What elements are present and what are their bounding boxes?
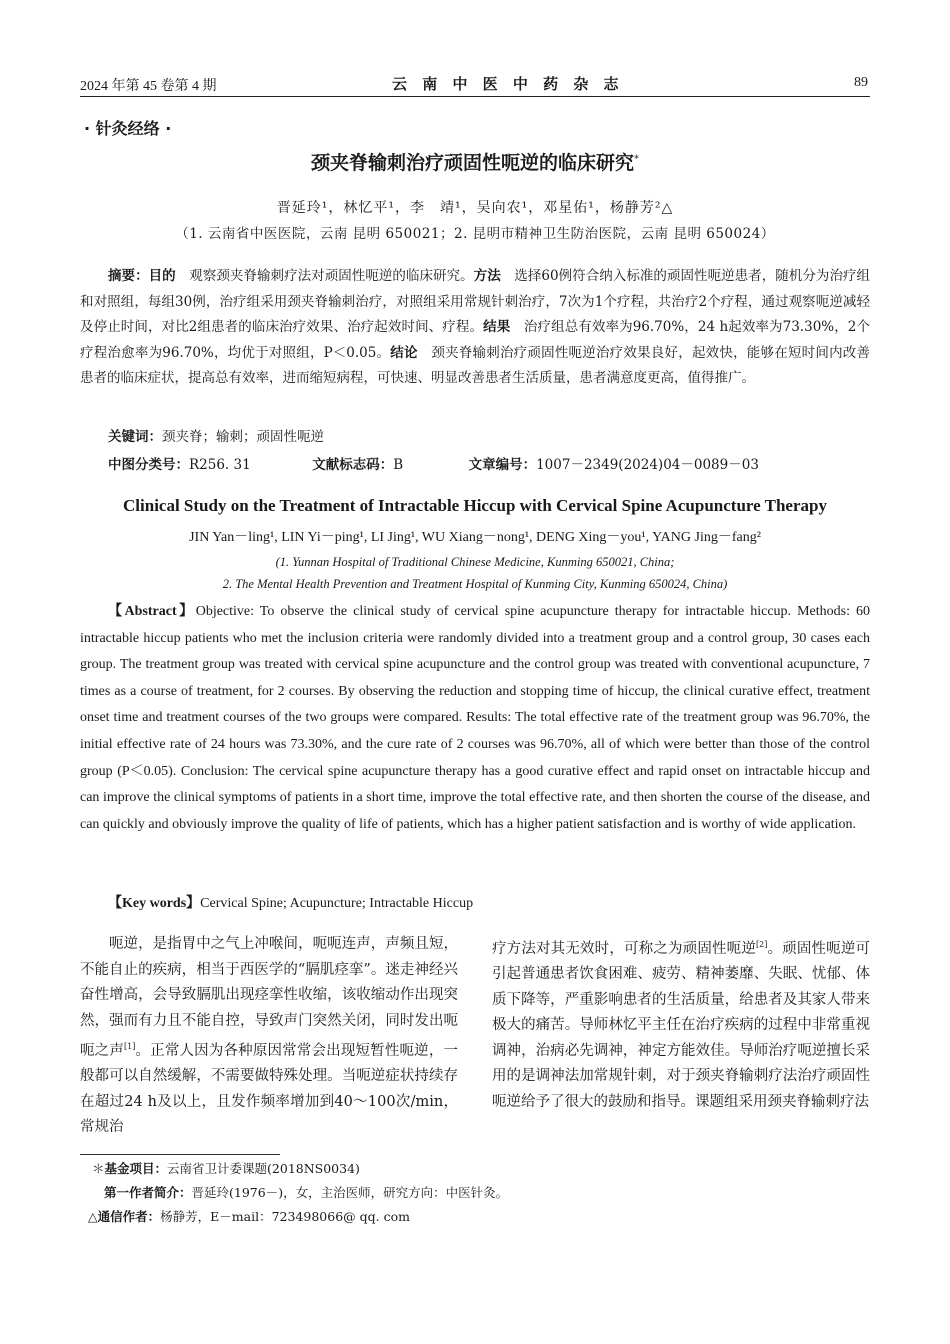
corr-label: 通信作者： — [97, 1209, 161, 1224]
conclusion-label: 结论 — [390, 344, 418, 361]
corr-marker: △ — [88, 1209, 98, 1224]
article-label: 文章编号： — [468, 457, 537, 473]
keywords-en-value: Cervical Spine; Acupuncture; Intractable Hiccup — [200, 896, 474, 911]
authors-cn: 晋延玲¹，林忆平¹，李 靖¹，吴向农¹，邓星佑¹，杨静芳²△ — [276, 200, 674, 216]
article-value: 1007－2349(2024)04－0089－03 — [536, 457, 759, 473]
conclusion-text: 颈夹脊输刺治疗顽固性呃逆治疗效果良好，起效快，能够在短时间内改善患者的临床症状，提高总有效率，进而缩短病程，可快速、明显改善患者生活质量，患者满意度更高，值得推广。 — [80, 344, 871, 386]
methods-text: 选择60例符合纳入标准的顽固性呃逆患者，随机分为治疗组和对照组，每组30例，治疗组采用颈夹脊输刺治疗，对照组采用常规针刺治疗，7次为1个疗程，共治疗2个疗程，通过观察呃逆减轻及停止时间，对比2组患者的临床治疗效果、治疗起效时间、疗程。 — [80, 268, 871, 335]
abstract-en-label: 【Abstract】 — [108, 604, 196, 619]
fund-marker: * — [634, 153, 639, 165]
paper-title-cn-text: 颈夹脊输刺治疗顽固性呃逆的临床研究 — [310, 152, 634, 174]
first-author-value: 晋延玲(1976－)，女，主治医师，研究方向：中医针灸。 — [191, 1185, 509, 1200]
abstract-label: 摘要： — [108, 268, 149, 284]
keywords-cn-label: 关键词： — [108, 429, 162, 445]
doc-label: 文献标志码： — [312, 457, 394, 473]
section-label: · 针灸经络 · — [84, 119, 172, 138]
footnote-fund — [92, 1160, 360, 1178]
body-right-text-cont: 。顽固性呃逆可引起普通患者饮食困难、疲劳、精神萎靡、失眠、忧郁、体质下降等，严重影响患者的生活质量，给患者及其家人带来极大的痛苦。导师林忆平主任在治疗疾病的过程中非常重视调神，治病必先调神，神定方能效佳。导师治疗呃逆擅长采用的是调神法加常规针刺，对于颈夹脊输刺疗法治疗顽固性呃逆给予了很大的鼓励和指导。课题组采用颈夹脊输刺疗法 — [492, 940, 871, 1110]
body-column-left — [80, 932, 458, 1141]
abstract-en-text: Objective: To observe the clinical study of cervical spine acupuncture therapy for intractable hiccup. Methods: 60 intractable hiccup patients who met the inclusion criteria were randomly divided into a treatment group and a control group, 30 cases each group. The treatment group was treated with cervical spine acupuncture and the control group was treated with conventional acupuncture, 7 times as a course of treatment, for 2 courses. By observing the reduction and stopping time of hiccup, the clinical curative effect, treatment onset time and treatment courses of the two groups were compared. Results: The total effective rate of the treatment group was 96.70%, the initial effective rate of 24 hours was 73.30%, and the cure rate of 2 courses was 96.70%, all of which were better than those of the control group (P＜0.05). Conclusion: The cervical spine acupuncture therapy has a good curative effect and rapid onset on intractable hiccup and can improve the clinical symptoms of patients in a short time, improve the total effective rate, and then shorten the course of the disease, and can quickly and obviously improve the quality of life of patients, which has a higher patient satisfaction and is worthy of wide application. — [80, 604, 870, 832]
citation-1: [1] — [124, 1042, 136, 1051]
affiliation-en-1: (1. Yunnan Hospital of Traditional Chinese Medicine, Kunming 650021, China; — [275, 555, 675, 569]
footnote-divider — [80, 1154, 280, 1155]
keywords-cn-value: 颈夹脊；输刺；顽固性呃逆 — [162, 429, 324, 445]
keywords-en-label: 【Key words】 — [108, 896, 201, 911]
footnote-corresponding — [88, 1208, 410, 1226]
fund-value: 云南省卫计委课题(2018NS0034) — [167, 1161, 360, 1176]
clc-number — [108, 453, 308, 473]
keywords-en — [108, 892, 473, 912]
authors-en: JIN Yan－ling¹, LIN Yi－ping¹, LI Jing¹, WU Xiang－nong¹, DENG Xing－you¹, YANG Jing－fang² — [189, 530, 761, 545]
objective-text: 观察颈夹脊输刺疗法对顽固性呃逆的临床研究。 — [175, 268, 474, 284]
article-number — [469, 453, 759, 473]
affiliation-en-2: 2. The Mental Health Prevention and Treatment Hospital of Kunming City, Kunming 650024, China) — [222, 577, 728, 591]
issue-info: 2024 年第 45 卷第 4 期 — [80, 79, 217, 94]
paper-title-en: Clinical Study on the Treatment of Intractable Hiccup with Cervical Spine Acupuncture Therapy — [123, 496, 827, 515]
clc-value: R256. 31 — [189, 457, 251, 473]
corr-value: 杨静芳，E－mail：723498066@ qq. com — [160, 1209, 410, 1224]
classification-row — [108, 453, 870, 473]
citation-2: [2] — [756, 940, 768, 949]
methods-label: 方法 — [473, 268, 501, 284]
abstract-cn — [80, 264, 870, 392]
body-right-text: 疗方法对其无效时，可称之为顽固性呃逆 — [492, 940, 756, 957]
keywords-cn — [108, 425, 324, 445]
affiliations-cn: （1. 云南省中医医院，云南 昆明 650021；2. 昆明市精神卫生防治医院，云南 昆明 650024） — [175, 226, 775, 242]
results-text: 治疗组总有效率为96.70%，24 h起效率为73.30%，2个疗程治愈率为96.70%，均优于对照组，P＜0.05。 — [80, 319, 870, 361]
fund-label: 基金项目： — [104, 1161, 168, 1176]
document-code — [312, 453, 464, 473]
fund-marker-foot: ＊ — [92, 1161, 105, 1176]
page-header — [80, 72, 870, 97]
body-left-text-cont: 。正常人因为各种原因常常会出现短暂性呃逆，一般都可以自然缓解，不需要做特殊处理。当呃逆症状持续存在超过24 h及以上，且发作频率增加到40～100次/min，常规治 — [80, 1042, 458, 1136]
abstract-en — [80, 599, 870, 838]
paper-title-cn — [0, 148, 950, 175]
footnote-first-author — [104, 1184, 508, 1202]
objective-label: 目的 — [148, 268, 176, 284]
clc-label: 中图分类号： — [108, 457, 189, 473]
results-label: 结果 — [483, 319, 511, 335]
page-number: 89 — [854, 75, 868, 90]
first-author-label: 第一作者简介： — [104, 1185, 192, 1200]
journal-name: 云 南 中 医 中 药 杂 志 — [392, 75, 624, 93]
doc-value: B — [393, 457, 404, 473]
body-column-right — [492, 932, 870, 1115]
body-left-text: 呃逆，是指胃中之气上冲喉间，呃呃连声，声频且短，不能自止的疾病，相当于西医学的“膈肌痉挛”。迷走神经兴奋性增高，会导致膈肌出现痉挛性收缩，该收缩动作出现突然，强而有力且不能自控，导致声门突然关闭，同时发出呃呃之声 — [80, 936, 458, 1059]
